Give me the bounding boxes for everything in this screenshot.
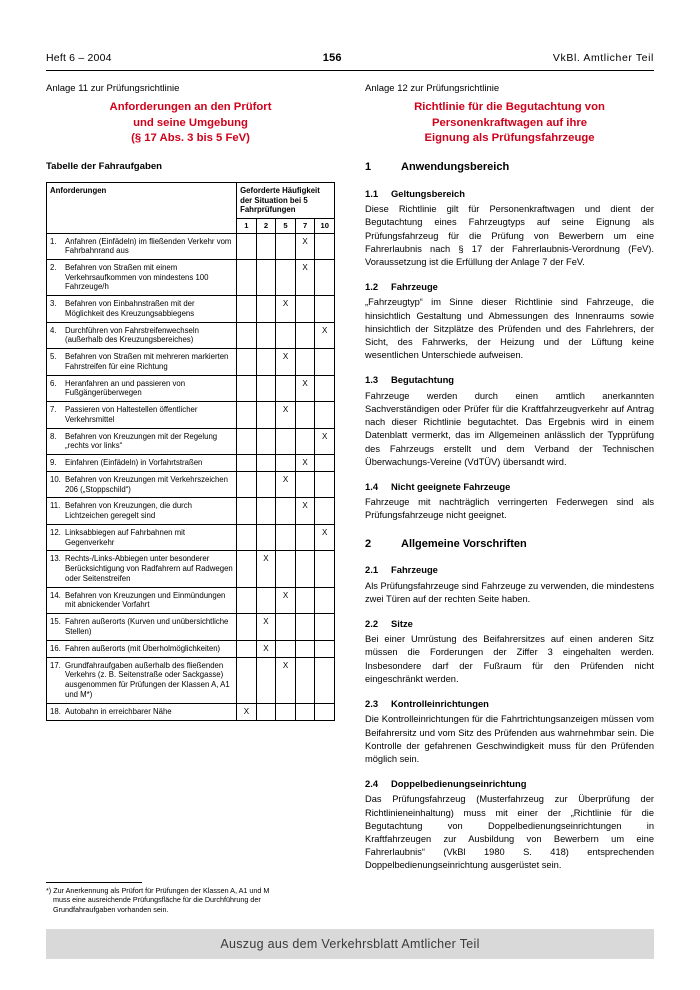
task-index: 7.: [50, 405, 57, 415]
frequency-cell: [237, 260, 257, 296]
section-number: 2.4: [365, 778, 379, 790]
frequency-cell: [276, 614, 296, 640]
task-cell: [47, 402, 237, 428]
section-heading-2-1: [365, 563, 654, 576]
section-number: 2.1: [365, 564, 379, 576]
footnote-line-2: muss eine ausreichende Prüfungsfläche für die Durchführung der: [53, 895, 261, 905]
frequency-cell: [237, 614, 257, 640]
table-row: [47, 657, 335, 703]
section-body-1-4: Fahrzeuge mit nachträglich verringerten Federwegen sind als Prüfungsfahrzeuge nicht geeignet.: [365, 497, 654, 521]
section-body-2-4: Das Prüfungsfahrzeug (Musterfahrzeug zur Überprüfung der Richtlinieneinhaltung) muss mit einer der „Richtlinie für die Begutachtung von Doppelbedienungseinrichtungen in Kraftfahrzeugen zur Ausbildung von Bewerbern um eine Fahrerlaubnis“ (VkBl 1980 S. 418) entsprechenden Doppelbedienungseinrichtung ausgerüstet sein.: [365, 794, 654, 871]
frequency-cell: [276, 703, 296, 720]
table-row: [47, 551, 335, 587]
frequency-cell: [256, 322, 276, 348]
section-number: 2.3: [365, 698, 379, 710]
task-text: Grundfahraufgaben außerhalb des fließenden Verkehrs (z. B. Seitenstraße oder Sackgasse) ausgenommen für Prüfungen der Klassen A, A1 und M*): [65, 660, 230, 699]
frequency-cell: [237, 375, 257, 401]
task-cell: [47, 428, 237, 454]
frequency-cell: [276, 551, 296, 587]
frequency-mark-x: X: [295, 375, 315, 401]
frequency-cell: [276, 322, 296, 348]
section-title: Allgemeine Vorschriften: [401, 537, 527, 550]
footnote: [46, 886, 335, 914]
section-title: Nicht geeignete Fahrzeuge: [391, 480, 511, 492]
table-row: [47, 524, 335, 550]
frequency-cell: [256, 428, 276, 454]
section-number: 1.1: [365, 187, 379, 199]
task-text: Heranfahren an und passieren von Fußgängerüberwegen: [65, 378, 186, 398]
frequency-cell: [315, 402, 335, 428]
task-cell: [47, 233, 237, 259]
frequency-cell: [256, 349, 276, 375]
right-title: [365, 100, 654, 146]
section-title: Fahrzeuge: [391, 564, 438, 576]
frequency-cell: [276, 375, 296, 401]
frequency-cell: [256, 296, 276, 322]
header-divider: [46, 70, 654, 71]
task-text: Passieren von Haltestellen öffentlicher Verkehrsmittel: [65, 405, 198, 424]
section-title: Fahrzeuge: [391, 281, 438, 293]
frequency-cell: [295, 402, 315, 428]
section-title: Anwendungsbereich: [401, 161, 510, 174]
frequency-cell: [315, 551, 335, 587]
frequency-cell: [315, 640, 335, 657]
section-body-1-1: Diese Richtlinie gilt für Personenkraftwagen und dient der Begutachtung eines Fahrzeugtyps auf seine Eignung als Prüfungsfahrzeug für die Prüfung von Bewerbern um eine Fahrerlaubnis nach § 17 der Fahrerlaubnis-Verordnung (FeV). Voraussetzung ist die Erfüllung der Anlage 7 der FeV.: [365, 204, 654, 267]
task-cell: [47, 551, 237, 587]
table-header-freq-2: 2: [256, 219, 276, 233]
task-cell: [47, 322, 237, 348]
task-cell: [47, 455, 237, 472]
frequency-cell: [295, 322, 315, 348]
task-index: 13.: [50, 554, 61, 564]
task-text: Befahren von Kreuzungen mit der Regelung „rechts vor links“: [65, 431, 218, 451]
frequency-cell: [315, 657, 335, 703]
frequency-cell: [276, 498, 296, 524]
left-title: [46, 100, 335, 146]
frequency-cell: [315, 349, 335, 375]
section-body-1-2: „Fahrzeugtyp“ im Sinne dieser Richtlinie sind Fahrzeuge, die hinsichtlich Gestaltung und Abmessungen des Innenraums sowie hinsichtlich der Sitzplätze des Prüfenden und des Fahrlehrers, der Sicht, des Fahrwerks, der Heizung und der Lüftung keine wesentlichen Unterschiede aufweisen.: [365, 297, 654, 361]
section-heading-1-2: [365, 280, 654, 293]
frequency-cell: [315, 614, 335, 640]
table-row: [47, 233, 335, 259]
sections-container: [365, 160, 654, 872]
task-cell: [47, 614, 237, 640]
task-index: 2.: [50, 263, 57, 272]
section-heading-1-1: [365, 187, 654, 200]
table-row: [47, 402, 335, 428]
task-text: Befahren von Kreuzungen, die durch Lichtzeichen geregelt sind: [65, 501, 193, 521]
task-cell: [47, 498, 237, 524]
frequency-mark-x: X: [295, 260, 315, 296]
section-number: 2.2: [365, 617, 379, 629]
table-header-anforderungen: Anforderungen: [47, 182, 237, 233]
task-text: Befahren von Straßen mit mehreren markierten Fahrstreifen für eine Richtung: [65, 352, 229, 371]
frequency-mark-x: X: [256, 640, 276, 657]
task-index: 8.: [50, 431, 57, 441]
frequency-cell: [295, 587, 315, 613]
frequency-mark-x: X: [295, 455, 315, 472]
section-heading-1-3: [365, 373, 654, 386]
frequency-cell: [237, 233, 257, 259]
table-header-row: [47, 182, 335, 218]
task-index: 3.: [50, 299, 57, 309]
frequency-mark-x: X: [276, 587, 296, 613]
table-header-frequency: Geforderte Häufigkeit der Situation bei 5 Fahrprüfungen: [237, 182, 335, 218]
frequency-cell: [237, 402, 257, 428]
frequency-cell: [256, 402, 276, 428]
section-number: 2: [365, 537, 372, 550]
section-body-1-3: Fahrzeuge werden durch einen amtlich anerkannten Sachverständigen oder Prüfer für die Kraftfahrzeugverkehr auf Antrag nach dieser Richtlinie begutachtet. Das Ergebnis wird in einem Datenblatt vermerkt, das im Allgemeinen anlässlich der Typprüfung des Fahrzeugs erstellt und dem Verband der Technischen Überwachungs-Vereine (VdTÜV) übersandt wird.: [365, 390, 654, 467]
frequency-cell: [237, 551, 257, 587]
table-header-freq-7: 7: [295, 219, 315, 233]
left-title-line-2: und seine Umgebung: [133, 116, 248, 129]
frequency-cell: [237, 498, 257, 524]
section-title: Geltungsbereich: [391, 187, 465, 199]
task-index: 9.: [50, 458, 57, 468]
frequency-mark-x: X: [295, 233, 315, 259]
frequency-cell: [295, 296, 315, 322]
right-title-line-1: Richtlinie für die Begutachtung von: [414, 101, 605, 114]
section-heading-2-4: [365, 777, 654, 790]
section-title: Sitze: [391, 617, 413, 629]
task-index: 10.: [50, 475, 61, 485]
right-anlage-label: Anlage 12 zur Prüfungsrichtlinie: [365, 83, 500, 94]
section-number: 1.4: [365, 480, 379, 492]
frequency-mark-x: X: [295, 498, 315, 524]
frequency-cell: [315, 703, 335, 720]
tasks-table-wrapper: [46, 182, 335, 721]
table-caption: Tabelle der Fahraufgaben: [46, 161, 163, 173]
frequency-cell: [237, 296, 257, 322]
frequency-cell: [315, 472, 335, 498]
frequency-cell: [276, 455, 296, 472]
frequency-cell: [295, 614, 315, 640]
table-row: [47, 375, 335, 401]
table-header-freq-5: 5: [276, 219, 296, 233]
task-cell: [47, 375, 237, 401]
section-body-2-3: Die Kontrolleinrichtungen für die Fahrtrichtungsanzeigen müssen vom Beifahrersitz und vom Sitz des Prüfenden aus wahrnehmbar sein. Die Kontrolle der gefahrenen Geschwindigkeit muss für den Prüfenden möglich sein.: [365, 714, 654, 764]
table-row: [47, 322, 335, 348]
left-title-line-3: (§ 17 Abs. 3 bis 5 FeV): [131, 131, 250, 144]
footer-banner: [46, 929, 654, 959]
task-index: 12.: [50, 527, 61, 537]
frequency-cell: [237, 587, 257, 613]
frequency-cell: [237, 524, 257, 550]
table-row: [47, 260, 335, 296]
section-number: 1.2: [365, 281, 379, 293]
task-text: Fahren außerorts (mit Überholmöglichkeiten): [65, 643, 221, 653]
task-text: Durchführen von Fahrstreifenwechseln (außerhalb des Kreuzungsbereiches): [65, 325, 199, 345]
task-cell: [47, 349, 237, 375]
frequency-cell: [256, 455, 276, 472]
frequency-mark-x: X: [315, 428, 335, 454]
frequency-cell: [256, 587, 276, 613]
task-cell: [47, 657, 237, 703]
frequency-mark-x: X: [276, 472, 296, 498]
frequency-cell: [295, 349, 315, 375]
frequency-mark-x: X: [276, 402, 296, 428]
frequency-cell: [256, 260, 276, 296]
task-index: 5.: [50, 352, 57, 362]
right-title-line-2: Personenkraftwagen auf ihre: [431, 116, 588, 129]
frequency-mark-x: X: [315, 322, 335, 348]
task-index: 15.: [50, 617, 61, 627]
frequency-cell: [295, 472, 315, 498]
task-index: 17.: [50, 660, 61, 670]
table-header-freq-1: 1: [237, 219, 257, 233]
frequency-cell: [315, 455, 335, 472]
frequency-cell: [315, 233, 335, 259]
task-index: 16.: [50, 643, 61, 653]
task-text: Befahren von Kreuzungen und Einmündungen mit abnickender Vorfahrt: [65, 590, 226, 610]
table-row: [47, 614, 335, 640]
task-cell: [47, 296, 237, 322]
section-body-2-1: Als Prüfungsfahrzeuge sind Fahrzeuge zu verwenden, die mindestens zwei Türen auf der rechten Seite haben.: [365, 580, 654, 604]
task-cell: [47, 524, 237, 550]
frequency-cell: [276, 524, 296, 550]
footnote-divider: [46, 882, 142, 883]
section-heading-2-3: [365, 697, 654, 710]
task-cell: [47, 260, 237, 296]
section-number: 1: [365, 161, 372, 174]
table-row: [47, 296, 335, 322]
right-column: [365, 82, 654, 875]
frequency-cell: [256, 498, 276, 524]
header-issue: Heft 6 – 2004: [46, 52, 112, 64]
table-header-freq-10: 10: [315, 219, 335, 233]
left-title-line-1: Anforderungen an den Prüfort: [109, 101, 272, 114]
task-text: Anfahren (Einfädeln) im fließenden Verkehr vom Fahrbahnrand aus: [65, 236, 232, 256]
frequency-cell: [276, 640, 296, 657]
task-cell: [47, 587, 237, 613]
task-index: 11.: [50, 501, 61, 511]
footnote-line-3: Grundfahraufgaben vorhanden sein.: [53, 904, 169, 914]
header-publication: VkBl. Amtlicher Teil: [552, 52, 654, 64]
table-row: [47, 703, 335, 720]
frequency-cell: [276, 233, 296, 259]
section-title: Kontrolleinrichtungen: [391, 698, 489, 710]
frequency-cell: [276, 428, 296, 454]
footnote-line-1: *) Zur Anerkennung als Prüfort für Prüfungen der Klassen A, A1 und M: [46, 886, 270, 895]
footer-banner-text: Auszug aus dem Verkehrsblatt Amtlicher Teil: [220, 937, 480, 951]
task-text: Fahren außerorts (Kurven und unübersichtliche Stellen): [65, 617, 229, 636]
frequency-cell: [256, 657, 276, 703]
section-heading-1: [365, 160, 654, 176]
table-row: [47, 472, 335, 498]
frequency-cell: [256, 233, 276, 259]
section-number: 1.3: [365, 374, 379, 386]
frequency-cell: [237, 472, 257, 498]
frequency-mark-x: X: [276, 349, 296, 375]
table-row: [47, 587, 335, 613]
task-index: 18.: [50, 706, 61, 716]
table-row: [47, 428, 335, 454]
frequency-cell: [256, 703, 276, 720]
frequency-cell: [256, 375, 276, 401]
frequency-cell: [237, 657, 257, 703]
frequency-cell: [295, 640, 315, 657]
task-text: Befahren von Kreuzungen mit Verkehrszeichen 206 („Stoppschild“): [65, 475, 228, 494]
section-title: Doppelbedienungseinrichtung: [391, 778, 527, 790]
frequency-cell: [237, 322, 257, 348]
task-text: Autobahn in erreichbarer Nähe: [65, 706, 172, 716]
frequency-cell: [315, 260, 335, 296]
table-row: [47, 455, 335, 472]
section-heading-2: [365, 537, 654, 553]
frequency-cell: [295, 524, 315, 550]
frequency-mark-x: X: [256, 614, 276, 640]
frequency-cell: [295, 428, 315, 454]
page-number: 156: [322, 52, 342, 64]
section-body-2-2: Bei einer Umrüstung des Beifahrersitzes auf einen anderen Sitz müssen die Forderungen der Ziffer 3 eingehalten werden. Insbesondere darf der Fußraum für den Prüfenden nicht eingeschränkt werden.: [365, 634, 654, 684]
section-title: Begutachtung: [391, 374, 455, 386]
task-index: 6.: [50, 378, 57, 388]
task-text: Befahren von Straßen mit einem Verkehrsaufkommen von mindestens 100 Fahrzeuge/h: [65, 263, 209, 292]
frequency-cell: [237, 349, 257, 375]
frequency-mark-x: X: [237, 703, 257, 720]
frequency-mark-x: X: [256, 551, 276, 587]
frequency-cell: [276, 260, 296, 296]
left-column: [46, 82, 335, 721]
tasks-table: [46, 182, 335, 721]
frequency-cell: [315, 375, 335, 401]
task-cell: [47, 640, 237, 657]
frequency-mark-x: X: [276, 657, 296, 703]
task-index: 14.: [50, 590, 61, 600]
frequency-cell: [237, 428, 257, 454]
table-row: [47, 349, 335, 375]
frequency-cell: [295, 551, 315, 587]
frequency-cell: [295, 703, 315, 720]
frequency-mark-x: X: [276, 296, 296, 322]
frequency-cell: [315, 587, 335, 613]
frequency-cell: [256, 524, 276, 550]
frequency-cell: [256, 472, 276, 498]
frequency-cell: [315, 296, 335, 322]
task-text: Linksabbiegen auf Fahrbahnen mit Gegenverkehr: [65, 527, 186, 547]
table-row: [47, 498, 335, 524]
frequency-mark-x: X: [315, 524, 335, 550]
frequency-cell: [315, 498, 335, 524]
task-index: 1.: [50, 236, 57, 246]
frequency-cell: [237, 640, 257, 657]
section-heading-1-4: [365, 480, 654, 493]
frequency-cell: [237, 455, 257, 472]
task-text: Rechts-/Links-Abbiegen unter besonderer Berücksichtigung von Radfahrern auf Radwegen oder Seitenstreifen: [65, 554, 233, 583]
task-text: Einfahren (Einfädeln) in Vorfahrtstraßen: [65, 458, 203, 468]
right-title-line-3: Eignung als Prüfungsfahrzeuge: [424, 131, 595, 144]
section-heading-2-2: [365, 617, 654, 630]
task-text: Befahren von Einbahnstraßen mit der Möglichkeit des Kreuzungsabbiegens: [65, 299, 195, 318]
left-anlage-label: Anlage 11 zur Prüfungsrichtlinie: [46, 83, 180, 94]
task-cell: [47, 703, 237, 720]
page-header: [46, 52, 654, 64]
frequency-cell: [295, 657, 315, 703]
task-index: 4.: [50, 325, 57, 335]
task-cell: [47, 472, 237, 498]
table-row: [47, 640, 335, 657]
